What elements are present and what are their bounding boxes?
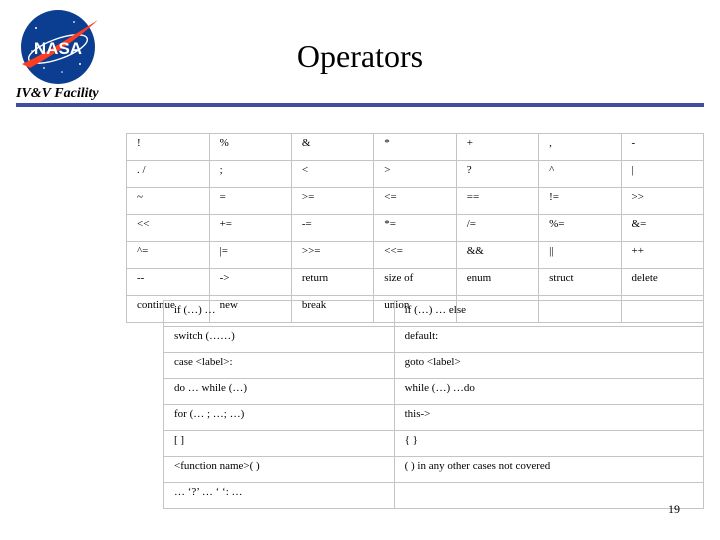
table-cell xyxy=(394,483,703,509)
table-cell: % xyxy=(209,134,291,161)
table-cell: * xyxy=(374,134,456,161)
table-cell: , xyxy=(539,134,621,161)
table-cell: += xyxy=(209,215,291,242)
table-row xyxy=(164,483,704,509)
table-row xyxy=(127,242,704,269)
table-cell: new xyxy=(209,296,291,323)
table-cell: break xyxy=(291,296,373,323)
table-cell: [ ] xyxy=(164,431,395,457)
table-cell: ; xyxy=(209,161,291,188)
table-row xyxy=(164,327,704,353)
table-cell: >>= xyxy=(291,242,373,269)
table-cell: -> xyxy=(209,269,291,296)
table-cell: = xyxy=(209,188,291,215)
table-cell: ^= xyxy=(127,242,210,269)
table-row xyxy=(164,457,704,483)
table-cell: return xyxy=(291,269,373,296)
table-cell: if (…) … else xyxy=(394,301,703,327)
table-cell: ( ) in any other cases not covered xyxy=(394,457,703,483)
operator-table xyxy=(126,133,704,323)
table-row xyxy=(164,405,704,431)
table-cell: -= xyxy=(291,215,373,242)
table-cell: default: xyxy=(394,327,703,353)
table-cell: /= xyxy=(456,215,538,242)
table-cell: && xyxy=(456,242,538,269)
table-cell: while (…) …do xyxy=(394,379,703,405)
table-cell: -- xyxy=(127,269,210,296)
table-row xyxy=(164,301,704,327)
table-row xyxy=(127,215,704,242)
table-cell: *= xyxy=(374,215,456,242)
table-cell: enum xyxy=(456,269,538,296)
table-row xyxy=(127,269,704,296)
table-cell: - xyxy=(621,134,703,161)
table-cell: union xyxy=(374,296,456,323)
table-cell: + xyxy=(456,134,538,161)
table-cell: |= xyxy=(209,242,291,269)
table-row xyxy=(164,379,704,405)
page-number: 19 xyxy=(668,502,680,516)
nasa-logo xyxy=(14,6,102,88)
table-cell: <function name>( ) xyxy=(164,457,395,483)
table-row xyxy=(164,431,704,457)
table-cell: struct xyxy=(539,269,621,296)
table-row xyxy=(164,353,704,379)
table-row xyxy=(127,134,704,161)
table-cell: size of xyxy=(374,269,456,296)
table-cell: continue xyxy=(127,296,210,323)
table-cell: == xyxy=(456,188,538,215)
table-cell: this-> xyxy=(394,405,703,431)
table-cell: ! xyxy=(127,134,210,161)
table-cell: switch (……) xyxy=(164,327,395,353)
table-row xyxy=(127,188,704,215)
table-cell: << xyxy=(127,215,210,242)
table-cell: for (… ; …; …) xyxy=(164,405,395,431)
table-cell: >= xyxy=(291,188,373,215)
table-cell: if (…) … xyxy=(164,301,395,327)
table-cell: ^ xyxy=(539,161,621,188)
table-cell: <<= xyxy=(374,242,456,269)
table-cell: ~ xyxy=(127,188,210,215)
table-cell: %= xyxy=(539,215,621,242)
slide-title: Operators xyxy=(296,38,424,74)
table-cell: <= xyxy=(374,188,456,215)
table-cell: > xyxy=(374,161,456,188)
table-cell: { } xyxy=(394,431,703,457)
header-divider xyxy=(16,103,704,107)
table-cell: ? xyxy=(456,161,538,188)
table-cell: goto <label> xyxy=(394,353,703,379)
table-cell: || xyxy=(539,242,621,269)
svg-text:NASA: NASA xyxy=(33,39,83,58)
table-cell: & xyxy=(291,134,373,161)
table-cell: != xyxy=(539,188,621,215)
table-cell: | xyxy=(621,161,703,188)
facility-label: IV&V Facility xyxy=(16,86,99,101)
table-cell: ++ xyxy=(621,242,703,269)
table-row xyxy=(127,161,704,188)
table-cell: case <label>: xyxy=(164,353,395,379)
table-cell: do … while (…) xyxy=(164,379,395,405)
table-cell: >> xyxy=(621,188,703,215)
table-cell: &= xyxy=(621,215,703,242)
table-cell: delete xyxy=(621,269,703,296)
table-cell: . / xyxy=(127,161,210,188)
table-cell: … ‘?’ … ‘ ‘: … xyxy=(164,483,395,509)
table-cell: < xyxy=(291,161,373,188)
control-structure-table xyxy=(163,300,704,509)
